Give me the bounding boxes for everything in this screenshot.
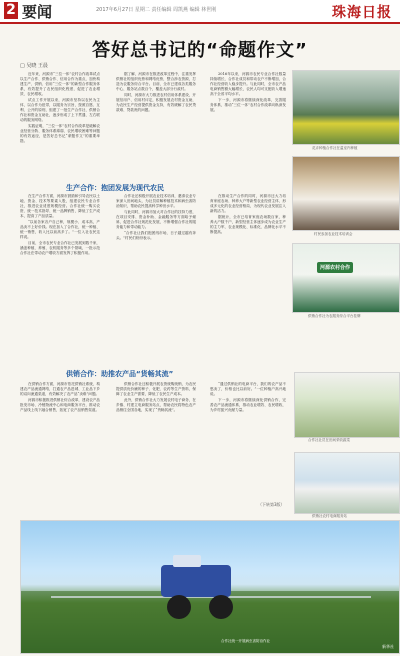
paragraph: 试点工作开展以来，河源市坚持以农民为主体，以合作为纽带，以服务为宗旨，按照自愿、互利、公开的原则，组建了一批生产合作社、供销合作社和资金互助社，逐步形成了上下贯通、左右联动的服务网络。 <box>20 98 100 122</box>
paragraph: “以前各家各户自己种，规模小、成本高，产品卖不上好价钱。现在加入了合作社，统一种植、统一销售，收入比以前高多了。”一位入社农民这样说。 <box>20 220 100 239</box>
section3-col-2 <box>116 382 196 508</box>
cabbage-harvest-photo <box>294 372 400 438</box>
sprayer-illustration <box>21 521 399 653</box>
article-title: 答好总书记的“命题作文” <box>92 40 308 61</box>
section2-col-1 <box>20 194 100 366</box>
paragraph: 据统计，全市已培育家庭农场数百家，种养大户数千户，新型经营主体逐步成为农业生产的主力军，农业规模化、标准化、品牌化水平不断提高。 <box>210 215 286 234</box>
paragraph: 2016年以来，河源市农民专业合作社数量持续增长，合作社成员和带动农户不断增加，合作社经营收入稳步提升。与此同时，全市农产品电商销售额大幅增长，农民人均可支配收入增速高于全省平均水平。 <box>210 72 286 96</box>
training-meeting-photo <box>292 156 400 231</box>
section2-col-2 <box>116 194 196 366</box>
section2-col-3 <box>210 194 286 366</box>
paragraph: 近年来，河源市“三位一体”农村合作改革试点以生产合作、供销合作、信用合作为重点，加快构建生产、供销、信用“三位一体”的新型合作服务体系，有效提升了农民组织化程度，促进了农业增效、农民增收。 <box>20 72 100 96</box>
paragraph: 同时，河源市大力推进农村信用体系建设，开展信用户、信用村评定，积极发展农村资金互助，为农民生产经营提供资金支持，有效缓解了农民贷款难、贷款贵的问题。 <box>116 93 196 112</box>
continued-note: （下转第3版） <box>258 502 285 507</box>
paragraph: 供销合作社还积极开展农资统购统销，为农民提供质优价廉的种子、化肥、农药等生产资料，保障了农业生产需要，降低了农民生产成本。 <box>116 382 196 396</box>
page-header <box>0 0 400 24</box>
section-subhead: 生产合作：抱团发展为现代农民 <box>66 184 164 192</box>
photo-caption: 花卉种植合作社在温室内种植 <box>312 146 358 150</box>
section3-col-1 <box>20 382 100 508</box>
photo-caption: 供销社农村电商服务站 <box>312 514 347 518</box>
paragraph: 此外，供销合作社大力发展农村电子商务，在乡镇、村建立电商服务站点，帮助农民将特色农产品销往全国各地，实现了“货畅其流”。 <box>116 398 196 412</box>
paragraph: 河源市积极推进供销社综合改革，建设农产品批发市场、冷链物流中心和电商服务平台，推动农产品线上线下融合销售，拓宽了农产品销售渠道。 <box>20 398 100 412</box>
banner-sign: 河源农村合作 <box>317 262 353 273</box>
paragraph: 在推动生产合作的同时，河源市还大力培育家庭农场、种养大户等新型农业经营主体，形成多元化的农业经营格局，为现代农业发展注入新的活力。 <box>210 194 286 213</box>
section3-col-3 <box>210 382 286 502</box>
paragraph: 下一步，河源市将继续深化改革，完善服务体系，推动“三位一体”农村合作改革向纵深发展。 <box>210 98 286 112</box>
paragraph: 合作社还积极开展农业技术培训，邀请农业专家深入田间地头，为社员讲解种植技术和病虫害防治知识，帮助农民提高科学种田水平。 <box>116 194 196 208</box>
section-title: 要闻 <box>22 3 53 21</box>
section-subhead: 供销合作：助推农产品“货畅其流” <box>66 370 174 378</box>
photo-caption: 供销合作社为农服务综合平台挂牌 <box>308 314 361 318</box>
page-number: 2 <box>4 2 18 19</box>
intro-col-3 <box>210 72 286 182</box>
paragraph: 据了解，河源市在推进改革过程中，注重发挥供销社的组织优势和网络优势，整合涉农资源，打造为农服务综合平台。目前，全市已建成各类服务中心、服务站点数百个，覆盖大部分行政村。 <box>116 72 196 91</box>
intro-col-2 <box>116 72 196 182</box>
paragraph: 在供销合作方面，河源市依托供销社系统，构建农产品流通网络，打通农产品进城、工业品下乡的双向流通渠道，有效解决了农产品“卖难”问题。 <box>20 382 100 396</box>
paragraph: 下一步，河源市将继续深化供销合作，完善农产品流通体系，推动农业增效、农民增收，为乡村振兴贡献力量。 <box>210 398 286 412</box>
photo-credit: 新华社 <box>382 644 394 649</box>
paragraph: 目前，全市农民专业合作社已发展到数千家，涵盖种植、养殖、农机服务等多个领域，一批示范合作社在带动农户增收方面发挥了积极作用。 <box>20 241 100 255</box>
photo-caption: 村民参加农业技术培训会 <box>314 232 353 236</box>
paragraph: 实践证明，“三位一体”农村合作改革是破解农业经营分散、服务体系薄弱、农民增收困难等问题的有效途径，是答好总书记“命题作文”的重要举措。 <box>20 124 100 143</box>
ecommerce-store-photo <box>294 452 400 514</box>
paragraph: “合作社让我们抱团闯市场，日子越过越有奔头。”村民们纷纷表示。 <box>116 231 196 240</box>
photo-caption: 合作社统一开展病虫害防治作业 <box>221 639 270 643</box>
photo-caption: 合作社社员在田间采收蔬菜 <box>308 438 350 442</box>
page-meta: 2017年6月27日 星期二 责任编辑 周凯燕 编辑 林世刚 <box>96 7 217 13</box>
cooperative-banner-photo <box>292 243 400 313</box>
paragraph: 与此同时，河源市加大对合作社的扶持力度，在项目安排、资金补助、金融服务等方面给予倾斜，促进合作社规范化发展，不断增强合作社的服务能力和带动能力。 <box>116 210 196 229</box>
paragraph: 在生产合作方面，河源市鼓励和引导农民以土地、资金、技术等要素入股，组建农民专业合作社，推进农业适度规模经营。合作社统一购买农资、统一技术指导、统一品牌销售，降低了生产成本，提高了产品质量。 <box>20 194 100 218</box>
article-byline: □ 吴晓 王晨 <box>20 63 48 69</box>
paragraph: “通过供销社的电商平台，我们的农产品不愁卖了，价格也比以前好。”一位种植户高兴地说。 <box>210 382 286 396</box>
newspaper-brand: 珠海日报 <box>332 5 392 21</box>
sprayer-field-photo <box>20 520 400 654</box>
greenhouse-flowers-photo <box>292 70 400 145</box>
intro-col-1 <box>20 72 100 187</box>
